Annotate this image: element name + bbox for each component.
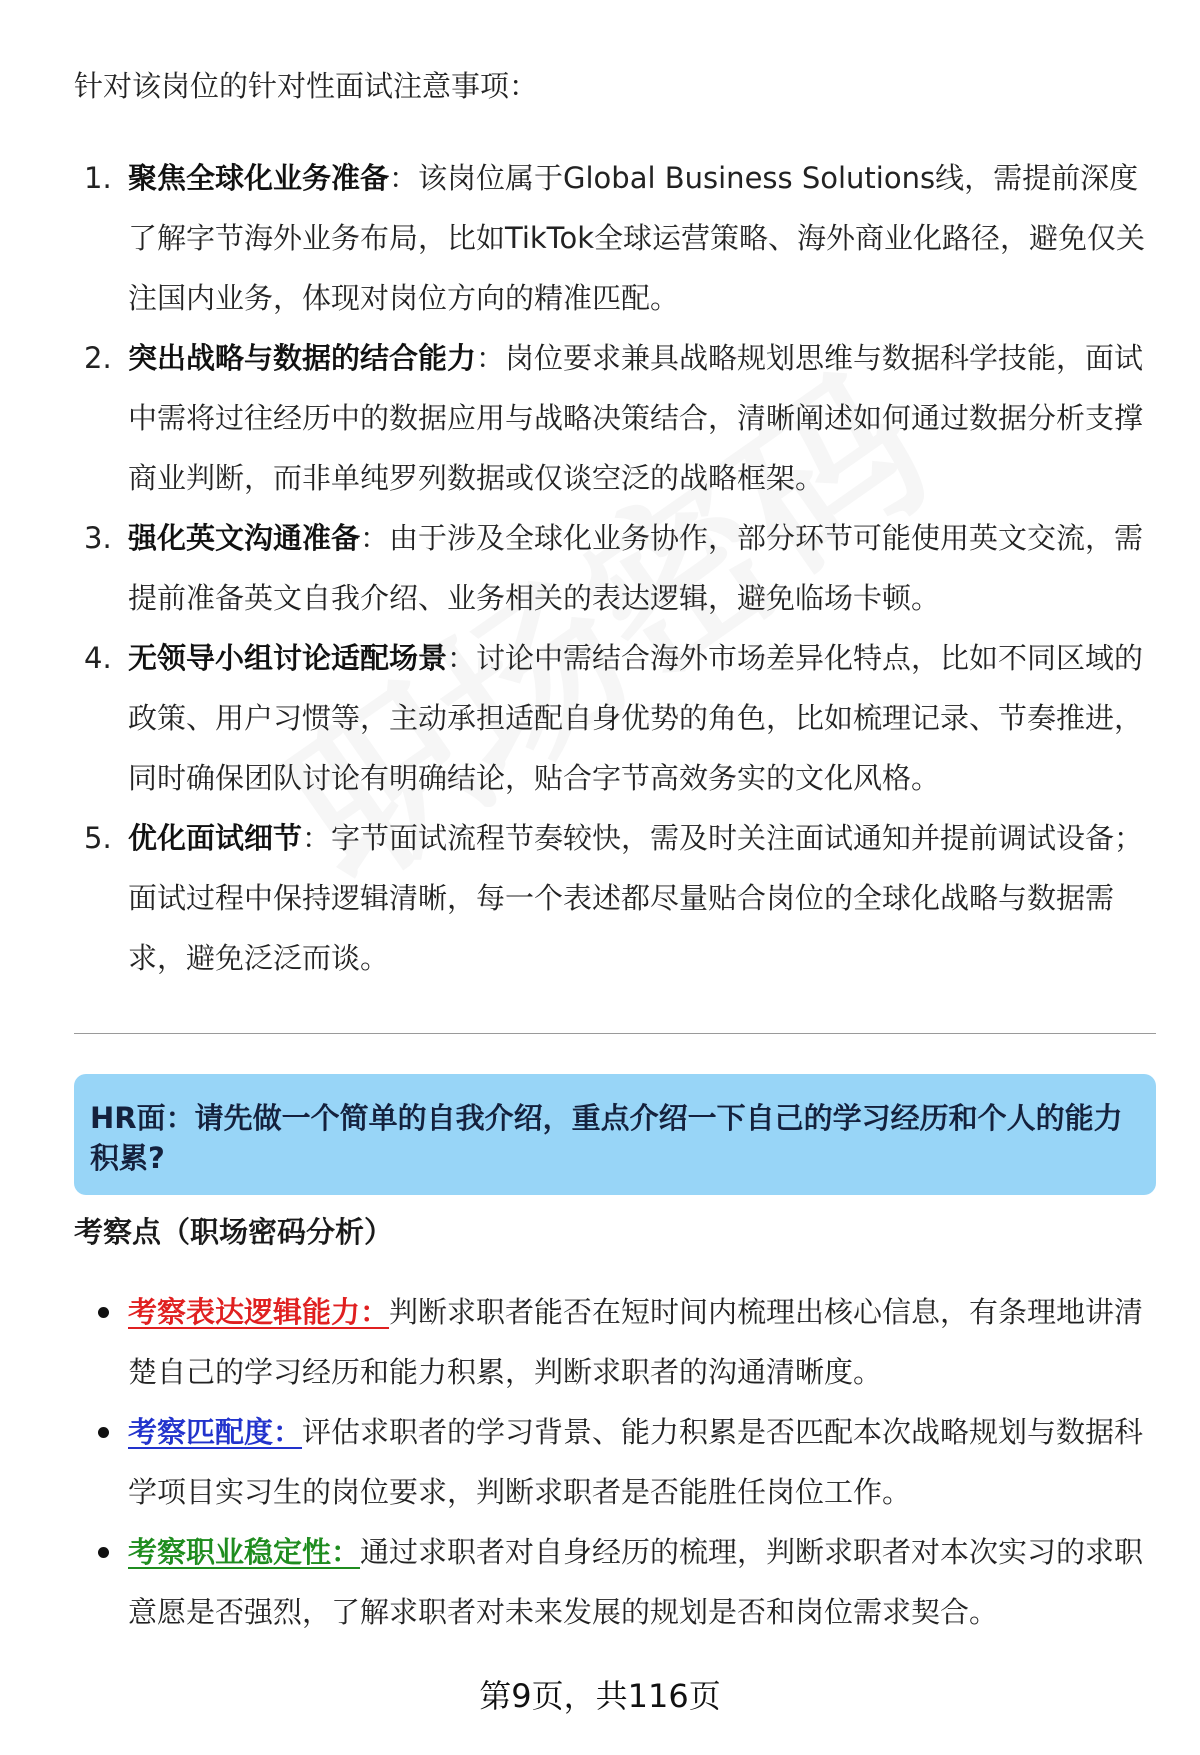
item-text: ：岗位要求兼具战略规划思维与数据科学技能，面试中需将过往经历中的数据应用与战略决策结合，清晰阐述如何通过数据分析支撑商业判断，而非单纯罗列数据或仅谈空泛的战略框架。 [128, 341, 1144, 495]
item-title: 聚焦全球化业务准备 [128, 161, 390, 195]
item-title: 优化面试细节 [128, 821, 303, 855]
item-text: ：字节面试流程节奏较快，需及时关注面试通知并提前调试设备；面试过程中保持逻辑清晰，每一个表述都尽量贴合岗位的全球化战略与数据需求，避免泛泛而谈。 [128, 821, 1144, 975]
point-text: 判断求职者能否在短时间内梳理出核心信息，有条理地讲清楚自己的学习经历和能力积累，判断求职者的沟通清晰度。 [128, 1295, 1144, 1389]
list-item [74, 148, 1154, 328]
point-label: 考察职业稳定性： [128, 1535, 361, 1569]
page-number-footer: 第9页，共116页 [479, 1677, 721, 1715]
list-item [74, 628, 1154, 808]
item-number: 3. [84, 521, 112, 555]
item-title: 突出战略与数据的结合能力 [128, 341, 477, 375]
hr-question-box [74, 1074, 1156, 1195]
bullet-icon [98, 1427, 109, 1438]
item-text: ：该岗位属于Global Business Solutions线，需提前深度了解字节海外业务布局，比如TikTok全球运营策略、海外商业化路径，避免仅关注国内业务，体现对岗位方向的精准匹配。 [128, 161, 1145, 315]
list-item [74, 328, 1154, 508]
item-number: 1. [84, 161, 112, 195]
list-item [74, 808, 1154, 988]
hr-question-text: HR面：请先做一个简单的自我介绍，重点介绍一下自己的学习经历和个人的能力积累? [90, 1101, 1123, 1175]
point-label: 考察匹配度： [128, 1415, 303, 1449]
point-text: 评估求职者的学习背景、能力积累是否匹配本次战略规划与数据科学项目实习生的岗位要求，判断求职者是否能胜任岗位工作。 [128, 1415, 1144, 1509]
list-item [74, 1522, 1154, 1642]
bullet-icon [98, 1547, 109, 1558]
intro-heading: 针对该岗位的针对性面试注意事项： [74, 69, 539, 103]
list-item [74, 1282, 1154, 1402]
item-number: 5. [84, 821, 112, 855]
point-label: 考察表达逻辑能力： [128, 1295, 390, 1329]
item-text: ：由于涉及全球化业务协作，部分环节可能使用英文交流，需提前准备英文自我介绍、业务相关的表达逻辑，避免临场卡顿。 [128, 521, 1144, 615]
point-text: 通过求职者对自身经历的梳理，判断求职者对本次实习的求职意愿是否强烈，了解求职者对未来发展的规划是否和岗位需求契合。 [128, 1535, 1144, 1629]
list-item [74, 508, 1154, 628]
item-text: ：讨论中需结合海外市场差异化特点，比如不同区域的政策、用户习惯等，主动承担适配自身优势的角色，比如梳理记录、节奏推进，同时确保团队讨论有明确结论，贴合字节高效务实的文化风格。 [128, 641, 1144, 795]
section-title: 考察点（职场密码分析） [74, 1215, 394, 1249]
item-title: 强化英文沟通准备 [128, 521, 361, 555]
tips-list [74, 148, 1154, 988]
list-item [74, 1402, 1154, 1522]
item-title: 无领导小组讨论适配场景 [128, 641, 448, 675]
bullet-icon [98, 1307, 109, 1318]
item-number: 4. [84, 641, 112, 675]
assessment-points-list [74, 1282, 1154, 1642]
item-number: 2. [84, 341, 112, 375]
section-divider [74, 1033, 1156, 1034]
